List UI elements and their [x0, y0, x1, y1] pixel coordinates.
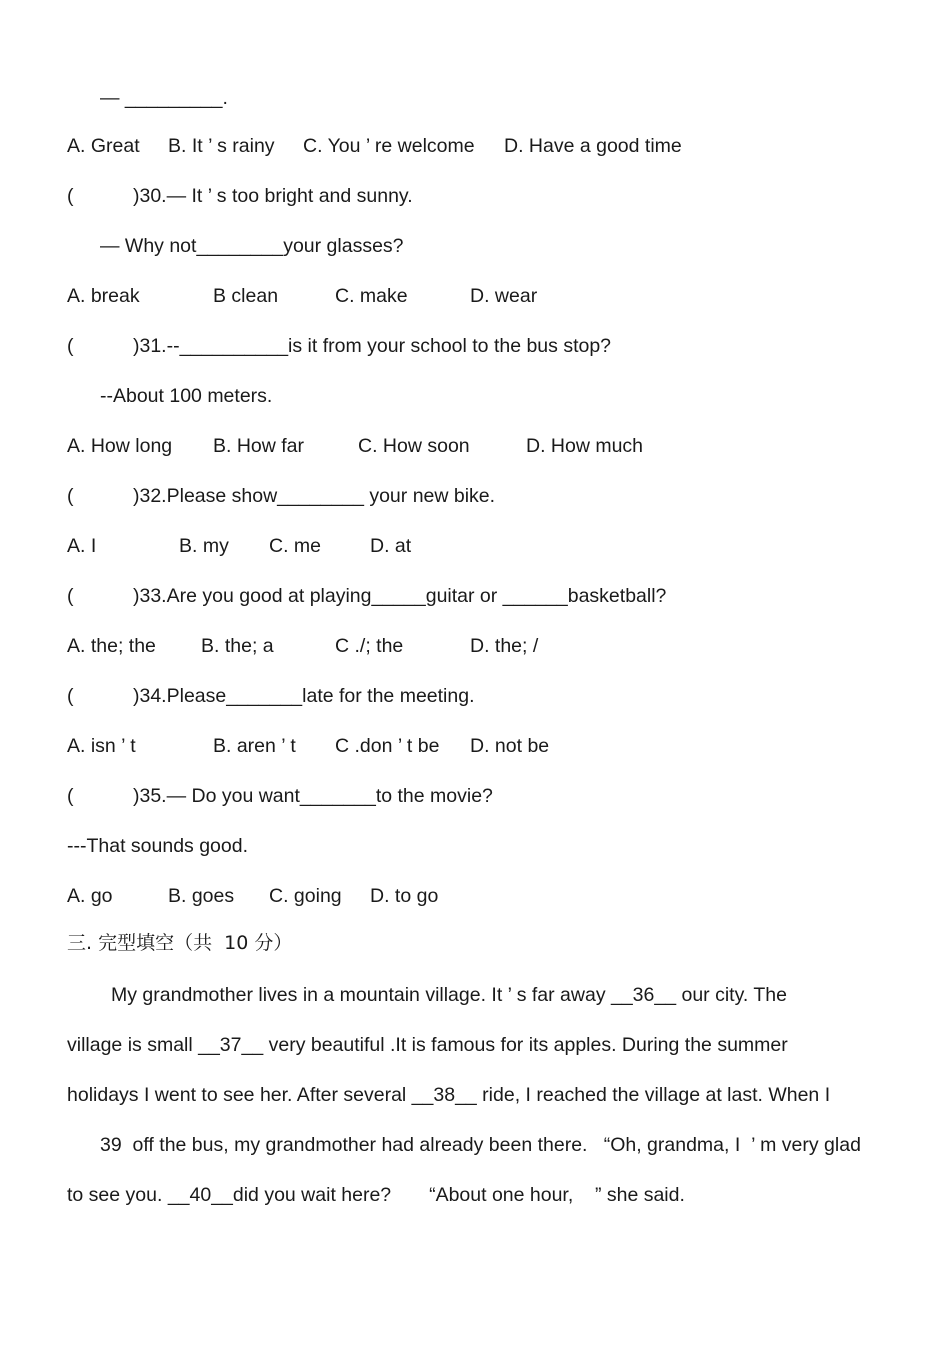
q35-reply: ---That sounds good.	[67, 835, 249, 857]
q33-option-a: A. the; the	[67, 635, 156, 657]
q35-option-d: D. to go	[370, 885, 439, 907]
q32-paren: (	[67, 485, 74, 507]
q31-text: )31.--__________is it from your school to the bus stop?	[133, 335, 612, 357]
q34-option-c: C .don ’ t be	[335, 735, 440, 757]
q34-text: )34.Please_______late for the meeting.	[133, 685, 475, 707]
passage-line-1: My grandmother lives in a mountain village. It ’ s far away __36__ our city. The	[111, 984, 787, 1006]
q31-stem	[67, 334, 611, 358]
q32-option-b: B. my	[179, 535, 229, 557]
q30-text: )30.— It ’ s too bright and sunny.	[133, 185, 413, 207]
section-3-heading: 三. 完型填空（共 10 分）	[67, 932, 293, 954]
q33-option-d: D. the; /	[470, 635, 539, 657]
q33-paren: (	[67, 585, 74, 607]
q33-text: )33.Are you good at playing_____guitar or ______basketball?	[133, 585, 667, 607]
q35-option-b: B. goes	[168, 885, 235, 907]
q29-option-a: A. Great	[67, 135, 140, 157]
q32-option-c: C. me	[269, 535, 322, 557]
q33-option-b: B. the; a	[201, 635, 274, 657]
q31-option-c: C. How soon	[358, 435, 470, 457]
q30-stem	[67, 184, 413, 208]
q30-option-b: B clean	[213, 285, 279, 307]
q35-paren: (	[67, 785, 74, 807]
q29-option-d: D. Have a good time	[504, 135, 682, 157]
q34-option-d: D. not be	[470, 735, 550, 757]
q31-paren: (	[67, 335, 74, 357]
q34-option-a: A. isn ’ t	[67, 735, 136, 757]
passage-line-5: to see you. __40__did you wait here? “About one hour, ” she said.	[67, 1184, 685, 1206]
passage-line-4: 39 off the bus, my grandmother had already been there. “Oh, grandma, I ’ m very glad	[100, 1134, 861, 1156]
q32-text: )32.Please show________ your new bike.	[133, 485, 496, 507]
q29-option-c: C. You ’ re welcome	[303, 135, 475, 157]
q30-paren: (	[67, 185, 74, 207]
q33-option-c: C ./; the	[335, 635, 404, 657]
q30-option-c: C. make	[335, 285, 408, 307]
q34-stem	[67, 684, 475, 708]
q31-reply: --About 100 meters.	[100, 385, 273, 407]
q31-option-d: D. How much	[526, 435, 644, 457]
q33-stem	[67, 584, 666, 608]
q34-option-b: B. aren ’ t	[213, 735, 296, 757]
q31-option-b: B. How far	[213, 435, 305, 457]
q32-option-d: D. at	[370, 535, 412, 557]
q35-option-a: A. go	[67, 885, 113, 907]
q35-stem	[67, 784, 493, 808]
q35-option-c: C. going	[269, 885, 342, 907]
q29-option-b: B. It ’ s rainy	[168, 135, 275, 157]
passage-line-3: holidays I went to see her. After several __38__ ride, I reached the village at last. When I	[67, 1084, 831, 1106]
q29-answer-line: — _________.	[100, 87, 228, 109]
q34-paren: (	[67, 685, 74, 707]
q35-text: )35.— Do you want_______to the movie?	[133, 785, 493, 807]
q30-reply: — Why not________your glasses?	[100, 235, 404, 257]
q30-option-d: D. wear	[470, 285, 538, 307]
q32-stem	[67, 484, 495, 508]
q31-option-a: A. How long	[67, 435, 173, 457]
passage-line-2: village is small __37__ very beautiful .It is famous for its apples. During the summer	[67, 1034, 788, 1056]
q32-option-a: A. I	[67, 535, 97, 557]
q30-option-a: A. break	[67, 285, 140, 307]
